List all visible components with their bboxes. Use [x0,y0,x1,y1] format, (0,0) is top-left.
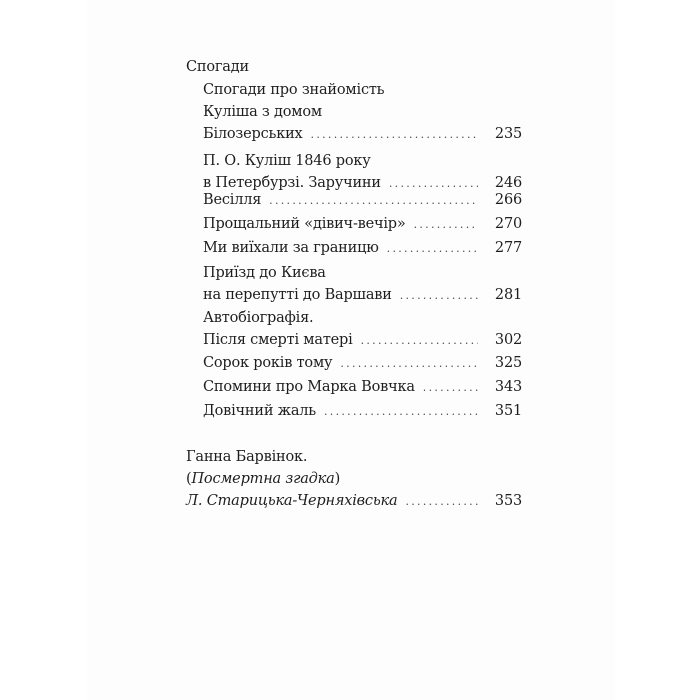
entry-title-line: Куліша з домом [203,104,322,120]
toc-entry-appendix[interactable] [186,446,522,512]
page-number: 281 [494,287,522,303]
dot-leader [387,238,478,260]
dot-leader [311,124,478,146]
appendix-subtitle-italic: Посмертна згадка [191,471,335,487]
page-number: 270 [494,216,522,232]
toc-entry[interactable] [203,352,522,374]
dot-leader [340,353,478,375]
entry-title-line: в Петербурзі. Заручини [203,175,381,191]
toc-entry[interactable] [203,150,522,194]
entry-title-line: Автобіографія. [203,310,314,326]
toc-entry[interactable] [203,376,522,398]
dot-leader [269,190,478,212]
toc-entry[interactable] [203,262,522,306]
page-number: 353 [494,493,522,509]
dot-leader [423,377,478,399]
entry-title-line: П. О. Куліш 1846 року [203,153,371,169]
toc-entry[interactable] [203,189,522,211]
entry-title-line: Приїзд до Києва [203,265,326,281]
page-number: 302 [494,332,522,348]
page-number: 235 [494,126,522,142]
entry-title-line: на перепутті до Варшави [203,287,392,303]
page-number: 343 [494,379,522,395]
page-number: 266 [494,192,522,208]
dot-leader [324,401,478,423]
section-title: Спогади [186,59,249,75]
page-number: 325 [494,355,522,371]
entry-title-line: Спогади про знайомість [203,82,385,98]
paren-close: ) [334,471,341,487]
paren-open: ( [186,471,192,487]
dot-leader [405,491,478,513]
toc-entry[interactable] [203,307,522,351]
entry-title-line: Спомини про Марка Вовчка [203,379,415,395]
dot-leader [400,285,478,307]
appendix-author: Л. Старицька-Черняхівська [186,493,398,509]
entry-title-line: Прощальний «дівич-вечір» [203,216,406,232]
dot-leader [361,330,478,352]
toc-entry[interactable] [203,79,522,145]
entry-title-line: Після смерті матері [203,332,353,348]
appendix-subtitle [186,468,522,490]
entry-title-line: Ми виїхали за границю [203,240,379,256]
toc-entry[interactable] [203,213,522,235]
entry-title-line: Довічний жаль [203,403,316,419]
page-number: 246 [494,175,522,191]
dot-leader [414,214,478,236]
toc-entry[interactable] [203,237,522,259]
appendix-title: Ганна Барвінок. [186,449,308,465]
toc-entry[interactable] [203,400,522,422]
entry-title-line: Сорок років тому [203,355,333,371]
page-number: 351 [494,403,522,419]
entry-title-line: Весілля [203,192,262,208]
page-number: 277 [494,240,522,256]
entry-title-line: Білозерських [203,126,303,142]
